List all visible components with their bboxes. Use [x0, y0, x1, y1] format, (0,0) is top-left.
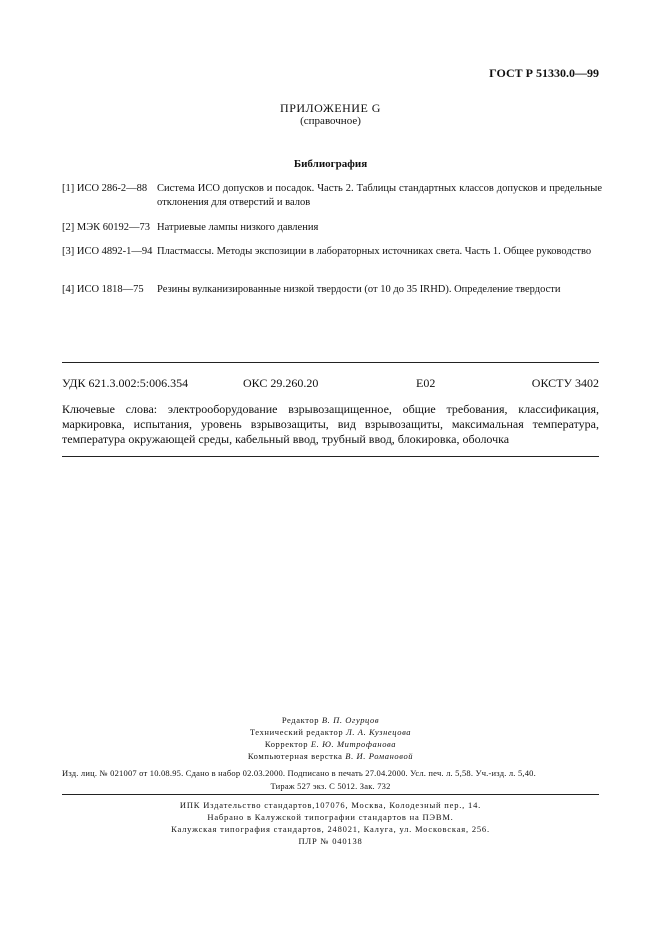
bibliography-text: Система ИСО допусков и посадок. Часть 2. Таблицы стандартных классов допусков и предельные отклонения для отверстий и валов — [157, 183, 602, 208]
bibliography-heading: Библиография — [293, 158, 368, 170]
editor-line — [0, 714, 661, 726]
publisher-line-2: Набрано в Калужской типографии стандартов на ПЭВМ. — [207, 812, 454, 822]
udk-code: УДК 621.3.002:5:006.354 — [62, 376, 189, 390]
publisher-line-1: ИПК Издательство стандартов,107076, Москва, Колодезный пер., 14. — [179, 800, 482, 810]
divider-top — [62, 362, 599, 363]
tech-editor-label: Технический редактор — [249, 727, 344, 737]
publisher-block — [0, 799, 661, 847]
bibliography-text: Пластмассы. Методы экспозиции в лабораторных источниках света. Часть 1. Общее руководство — [157, 246, 592, 257]
bibliography-ref: [3] ИСО 4892-1—94 — [62, 246, 153, 257]
bibliography-ref: [1] ИСО 286-2—88 — [62, 183, 148, 194]
okstu-code: ОКСТУ 3402 — [531, 376, 599, 390]
layout-label: Компьютерная верстка — [247, 751, 343, 761]
imprint-line-1: Изд. лиц. № 021007 от 10.08.95. Сдано в набор 02.03.2000. Подписано в печать 27.04.2000. Усл. печ. л. 5,58. Уч.-изд. л. 5,40. — [62, 768, 536, 778]
imprint-line-2: Тираж 527 экз. С 5012. Зак. 732 — [270, 781, 391, 791]
staff-credits — [0, 714, 661, 762]
corrector-line — [0, 738, 661, 750]
group-code: Е02 — [416, 376, 436, 390]
tech-editor-line — [0, 726, 661, 738]
bibliography-ref: [2] МЭК 60192—73 — [62, 222, 151, 233]
bibliography-text: Резины вулканизированные низкой твердости (от 10 до 35 IRHD). Определение твердости — [157, 284, 561, 295]
appendix-title: ПРИЛОЖЕНИЕ G — [280, 101, 381, 115]
oks-code: ОКС 29.260.20 — [243, 376, 319, 390]
corrector-label: Корректор — [264, 739, 309, 749]
divider-bottom — [62, 794, 599, 795]
layout-name: В. И. Романовой — [345, 751, 414, 761]
publisher-line-4: ПЛР № 040138 — [298, 836, 363, 846]
appendix-subtitle: (справочное) — [300, 115, 361, 127]
bibliography-ref: [4] ИСО 1818—75 — [62, 284, 144, 295]
document-number: ГОСТ Р 51330.0—99 — [489, 66, 599, 80]
bibliography-item — [62, 221, 602, 235]
publisher-line-3: Калужская типография стандартов, 248021, Калуга, ул. Московская, 256. — [171, 824, 490, 834]
tech-editor-name: Л. А. Кузнецова — [345, 727, 412, 737]
corrector-name: Е. Ю. Митрофанова — [310, 739, 397, 749]
keywords-paragraph: Ключевые слова: электрооборудование взрывозащищенное, общие требования, классификация, маркировка, испытания, уровень взрывозащиты, вид взрывозащиты, максимальная температура, температура окружающей среды, кабельный ввод, трубный ввод, блокировка, оболочка — [62, 402, 599, 446]
bibliography-item — [62, 283, 602, 297]
editor-label: Редактор — [281, 715, 320, 725]
bibliography-item — [62, 182, 602, 210]
imprint-block — [62, 767, 599, 793]
editor-name: В. П. Огурцов — [321, 715, 380, 725]
layout-line — [0, 750, 661, 762]
bibliography-item — [62, 245, 602, 259]
bibliography-text: Натриевые лампы низкого давления — [157, 222, 319, 233]
divider-middle — [62, 456, 599, 457]
